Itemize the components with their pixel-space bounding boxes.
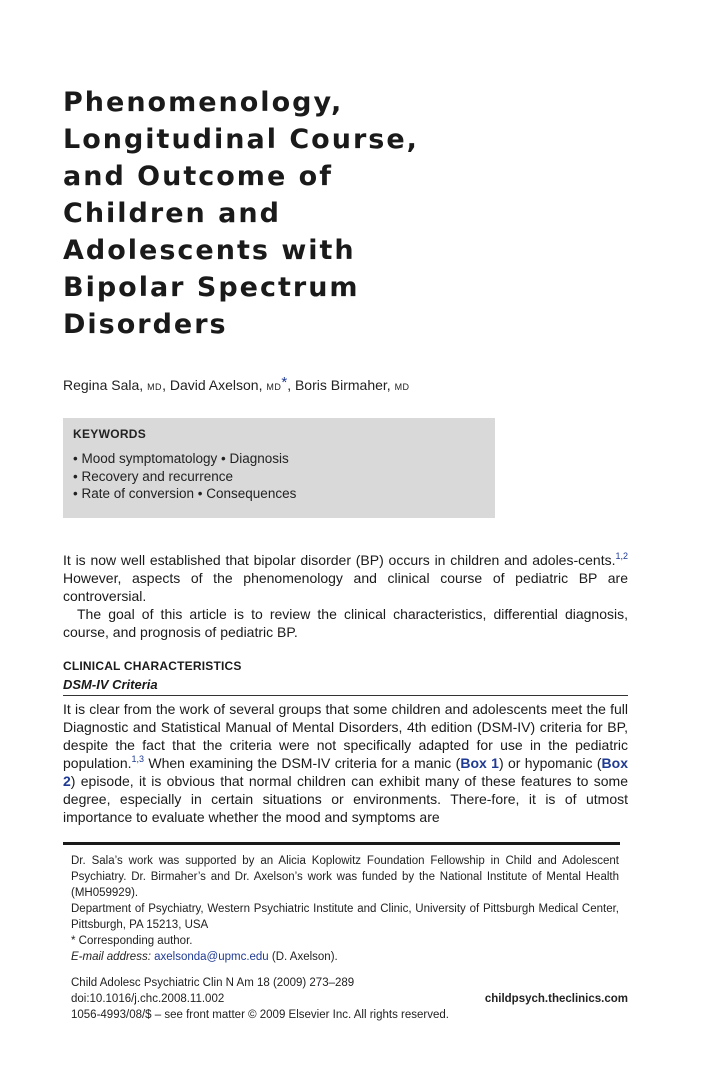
paragraph-text: ) episode, it is obvious that normal children can exhibit many of these features to some degree, especially in certain situations or environments. There-fore, it is of utmost importance to evaluate whether the mood and symptoms are: [63, 773, 628, 825]
keyword-line: • Rate of conversion • Consequences: [73, 486, 297, 501]
title-line: and Outcome of: [63, 161, 333, 192]
paragraph-text: It is now well established that bipolar disorder (BP) occurs in children and adoles-cents.: [63, 552, 616, 568]
journal-info: [71, 975, 449, 1023]
title-line: Longitudinal Course,: [63, 124, 419, 155]
email-label: E-mail address:: [71, 951, 151, 963]
intro-paragraph: [63, 551, 628, 605]
funding-note: Dr. Sala’s work was supported by an Alicia Koplowitz Foundation Fellowship in Child and Adolescent Psychiatry. Dr. Birmaher’s and Dr. Axelson’s work was funded by the National Institute of Mental Health (MH059929).: [71, 855, 619, 899]
subsection-heading: DSM-IV Criteria: [63, 677, 158, 692]
author-name: David Axelson: [169, 377, 259, 393]
keywords-heading: KEYWORDS: [73, 427, 147, 441]
section-heading: CLINICAL CHARACTERISTICS: [63, 659, 242, 673]
keywords-list: [73, 450, 296, 503]
journal-citation: Child Adolesc Psychiatric Clin N Am 18 (2009) 273–289: [71, 977, 355, 989]
email-suffix: (D. Axelson).: [268, 951, 338, 963]
email-note: [71, 949, 619, 965]
author-list: Regina Sala, MD, David Axelson, MD*, Boris Birmaher, MD: [63, 374, 410, 393]
journal-website-link[interactable]: childpsych.theclinics.com: [484, 993, 628, 1005]
paragraph-text: ) or hypomanic (: [498, 755, 602, 771]
author-degree: MD: [266, 382, 282, 392]
keywords-box: [63, 418, 495, 518]
paragraph-text: When examining the DSM-IV criteria for a manic (: [144, 755, 461, 771]
paragraph-text: However, aspects of the phenomenology and clinical course of pediatric BP are controversial.: [63, 570, 628, 604]
corresponding-author-link[interactable]: *: [281, 374, 288, 391]
copyright-line: 1056-4993/08/$ – see front matter © 2009 Elsevier Inc. All rights reserved.: [71, 1009, 449, 1021]
reference-link[interactable]: 1,3: [131, 754, 145, 764]
title-line: Bipolar Spectrum: [63, 272, 360, 303]
affiliation-note: Department of Psychiatry, Western Psychiatric Institute and Clinic, University of Pittsburgh Medical Center, Pittsburgh, PA 15213, USA: [71, 903, 619, 931]
doi-link[interactable]: doi:10.1016/j.chc.2008.11.002: [71, 993, 225, 1005]
corresponding-note: * Corresponding author.: [71, 935, 193, 947]
article-title: [63, 84, 523, 343]
goal-paragraph: The goal of this article is to review the clinical characteristics, differential diagnosis, course, and prognosis of pediatric BP.: [63, 606, 628, 640]
title-line: Children and: [63, 198, 281, 229]
email-link[interactable]: axelsonda@upmc.edu: [154, 951, 269, 963]
title-line: Disorders: [63, 309, 228, 340]
title-line: Adolescents with: [63, 235, 356, 266]
subsection-divider: [63, 695, 628, 696]
keyword-line: • Recovery and recurrence: [73, 468, 234, 484]
author-name: Boris Birmaher: [294, 377, 387, 393]
box-2-link[interactable]: Box 2: [63, 755, 628, 789]
author-degree: MD: [394, 382, 410, 392]
reference-link[interactable]: 1,2: [615, 551, 628, 561]
box-1-link[interactable]: Box 1: [460, 755, 499, 771]
title-line: Phenomenology,: [63, 87, 344, 118]
criteria-paragraph: [63, 700, 628, 826]
author-name: Regina Sala: [63, 377, 140, 393]
author-degree: MD: [147, 382, 163, 392]
paragraph-text: It is clear from the work of several groups that some children and adolescents meet the full Diagnostic and Statistical Manual of Mental Disorders, 4th edition (DSM-IV) criteria for BP, despite the fact that the criteria were not specifically adapted for use in the pediatric population.: [63, 701, 628, 771]
keyword-line: • Mood symptomatology • Diagnosis: [73, 451, 289, 466]
footnotes: [71, 853, 619, 965]
footnote-divider: [63, 842, 620, 845]
